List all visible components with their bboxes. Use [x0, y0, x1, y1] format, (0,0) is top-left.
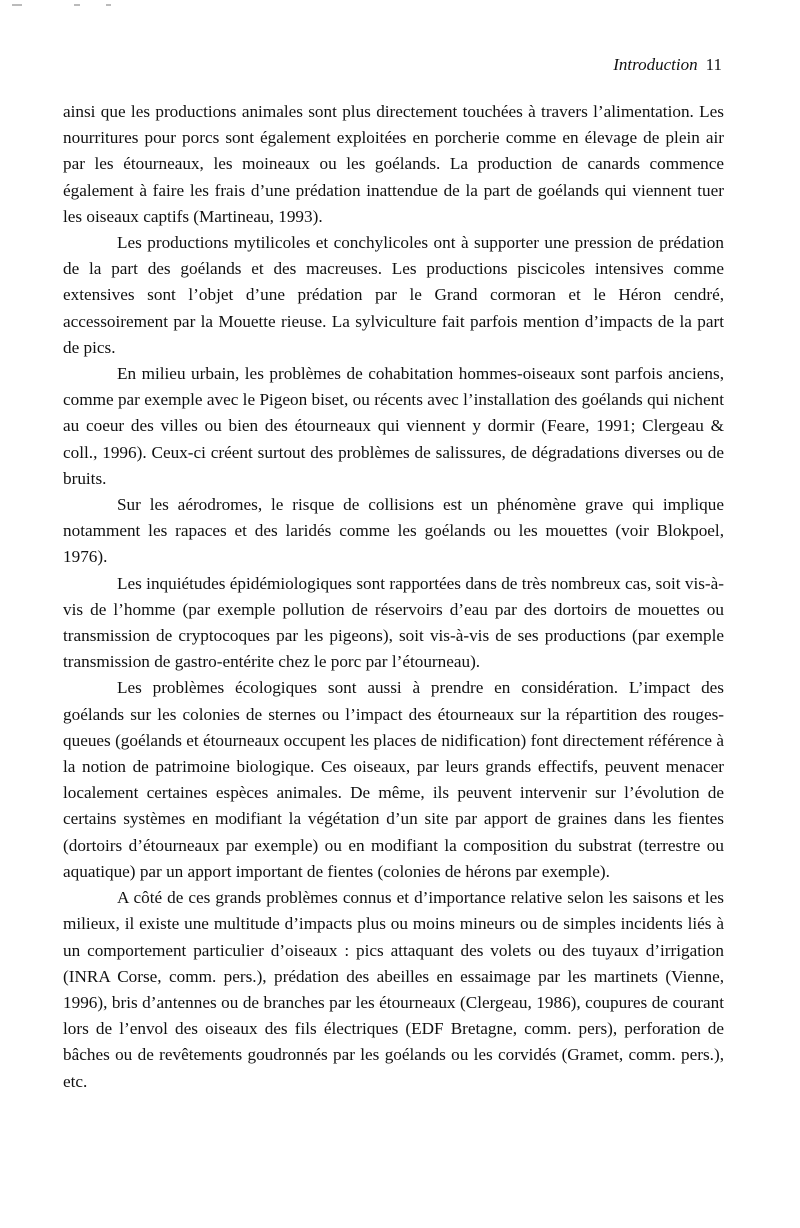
scan-artifact: [12, 4, 22, 6]
body-text: [63, 99, 724, 1095]
paragraph: Sur les aérodromes, le risque de collisions est un phénomène grave qui implique notamment les rapaces et des laridés comme les goélands ou les mouettes (voir Blokpoel, 1976).: [63, 495, 724, 567]
paragraph: Les problèmes écologiques sont aussi à prendre en considération. L’impact des goélands sur les colonies de sternes ou l’impact des étourneaux sur la répartition des rouges-queues (goélands et étourneaux occupent les places de nidification) font directement référence à la notion de patrimoine biologique. Ces oiseaux, par leurs grands effectifs, peuvent menacer localement certaines espèces animales. De même, ils peuvent intervenir sur l’évolution de certains systèmes en modifiant la végétation d’un site par apport de graines dans les fientes (dortoirs d’étourneaux par exemple) ou en modifiant la composition du substrat (terrestre ou aquatique) par un apport important de fientes (colonies de hérons par exemple).: [63, 678, 724, 881]
running-header: [613, 54, 722, 76]
page-number: 11: [705, 55, 722, 74]
paragraph: A côté de ces grands problèmes connus et d’importance relative selon les saisons et les milieux, il existe une multitude d’impacts plus ou moins mineurs ou de simples incidents liés à un comportement particulier d’oiseaux : pics attaquant des volets ou des tuyaux d’irrigation (INRA Corse, comm. pers.), prédation des abeilles en essaimage par les martinets (Vienne, 1996), bris d’antennes ou de branches par les étourneaux (Clergeau, 1986), coupures de courant lors de l’envol des oiseaux des fils électriques (EDF Bretagne, comm. pers), perforation de bâches ou de revêtements goudronnés par les goélands ou les corvidés (Gramet, comm. pers.), etc.: [63, 888, 724, 1091]
scan-artifact: [74, 4, 80, 6]
paragraph: En milieu urbain, les problèmes de cohabitation hommes-oiseaux sont parfois anciens, comme par exemple avec le Pigeon biset, ou récents avec l’installation des goélands qui nichent au coeur des villes ou bien des étourneaux qui viennent y dormir (Feare, 1991; Clergeau & coll., 1996). Ceux-ci créent surtout des problèmes de salissures, de dégradations diverses ou de bruits.: [63, 364, 724, 488]
paragraph: Les inquiétudes épidémiologiques sont rapportées dans de très nombreux cas, soit vis-à-vis de l’homme (par exemple pollution de réservoirs d’eau par des dortoirs de mouettes ou transmission de cryptocoques par les pigeons), soit vis-à-vis de ses productions (par exemple transmission de gastro-entérite chez le porc par l’étourneau).: [63, 573, 724, 672]
chapter-title: Introduction: [613, 55, 698, 74]
paragraph: ainsi que les productions animales sont plus directement touchées à travers l’alimentation. Les nourritures pour porcs sont également exploitées en porcherie comme en élevage de plein air par les étourneaux, les moineaux ou les goélands. La production de canards commence également à faire les frais d’une prédation inattendue de la part de goélands qui viennent tuer les oiseaux captifs (Martineau, 1993).: [63, 102, 724, 226]
scan-artifact: [106, 4, 111, 6]
paragraph: Les productions mytilicoles et conchylicoles ont à supporter une pression de prédation de la part des goélands et des macreuses. Les productions piscicoles intensives comme extensives sont l’objet d’une prédation par le Grand cormoran et le Héron cendré, accessoirement par la Mouette rieuse. La sylviculture fait parfois mention d’impacts de la part de pics.: [63, 233, 724, 357]
